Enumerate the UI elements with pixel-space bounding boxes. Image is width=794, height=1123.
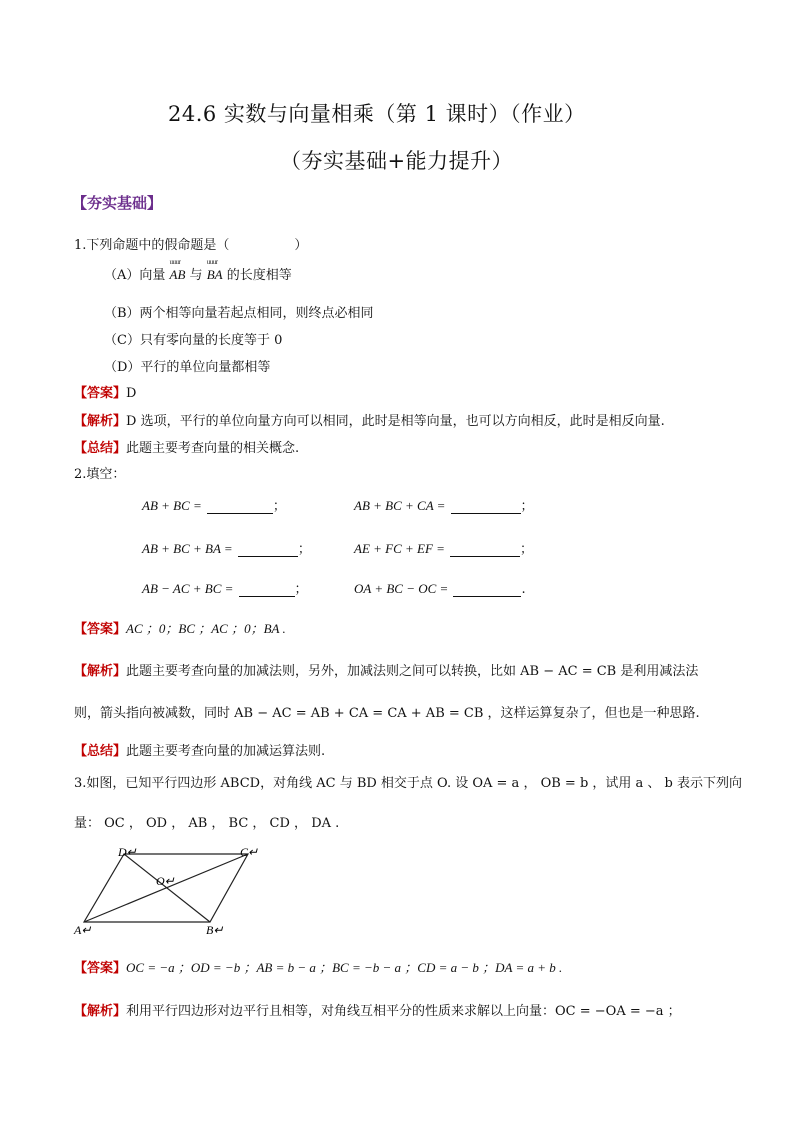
q3-stem-line2: 量： OC ， OD ， AB ， BC ， CD ， DA . [74, 816, 340, 831]
q1-option-b: （B）两个相等向量若起点相同，则终点必相同 [104, 306, 374, 321]
answer-label: 【答案】 [74, 386, 127, 401]
diagonal-bd [124, 854, 210, 922]
q3-stem-line1: 3.如图，已知平行四边形 ABCD，对角线 AC 与 BD 相交于点 O. 设 OA = a ， OB = b ，试用 a 、 b 表示下列向 [74, 776, 742, 791]
vector-ab: uuur AB [170, 267, 186, 283]
answer-label: 【答案】 [74, 622, 127, 637]
page-subtitle: （夯实基础+能力提升） [280, 149, 514, 173]
q1-answer: 【答案】D [74, 386, 137, 401]
q1-summary: 【总结】此题主要考查向量的相关概念. [74, 441, 300, 456]
q2-row2-right: AE + FC + EF = ； [354, 541, 534, 557]
answer-blank[interactable] [453, 584, 521, 597]
parallelogram-figure [70, 842, 270, 938]
q2-row3-right: OA + BC − OC = . [354, 581, 526, 597]
label-b: B↵ [206, 923, 224, 937]
q1-option-a: （A）向量 uuur AB 与 uuur BA 的长度相等 [104, 264, 292, 283]
q2-row2-left: AB + BC + BA = ； [142, 541, 311, 557]
q2-analysis-line1: 【解析】此题主要考查向量的加减法则，另外，加减法则之间可以转换，比如 AB − AC = CB 是利用减法法 [74, 664, 699, 679]
label-a: A↵ [74, 923, 92, 937]
answer-blank[interactable] [450, 544, 520, 557]
label-o: O↵ [156, 874, 175, 888]
q2-row3-left: AB − AC + BC = ； [142, 581, 308, 597]
answer-blank[interactable] [207, 501, 273, 514]
section-basic-header: 【夯实基础】 [72, 194, 163, 212]
q2-analysis-line2: 则，箭头指向被减数，同时 AB − AC = AB + CA = CA + AB = CB ，这样运算复杂了，但也是一种思路. [74, 706, 700, 721]
answer-blank[interactable] [238, 544, 298, 557]
q3-analysis: 【解析】利用平行四边形对边平行且相等，对角线互相平分的性质来求解以上向量：OC = −OA = −a ； [74, 1004, 681, 1019]
analysis-label: 【解析】 [74, 414, 127, 429]
q3-answer: 【答案】OC = −a ；OD = −b ；AB = b − a ；BC = −b − a ；CD = a − b ；DA = a + b . [74, 960, 563, 976]
label-d: D↵ [118, 845, 137, 859]
diagonal-ac [84, 854, 248, 922]
q2-row1-left: AB + BC = ； [142, 498, 286, 514]
summary-label: 【总结】 [74, 744, 127, 759]
label-c: C↵ [240, 845, 259, 859]
q2-row1-right: AB + BC + CA = ； [354, 498, 534, 514]
answer-blank[interactable] [239, 584, 295, 597]
q2-answer: 【答案】AC ；0；BC ；AC ；0；BA . [74, 621, 286, 637]
page-title: 24.6 实数与向量相乘（第 1 课时）（作业） [168, 102, 586, 126]
q1-analysis: 【解析】D 选项，平行的单位向量方向可以相同，此时是相等向量，也可以方向相反，此时是相反向量. [74, 414, 665, 429]
q1-option-d: （D）平行的单位向量都相等 [104, 360, 271, 375]
q2-stem: 2.填空： [74, 467, 126, 482]
vector-ba: uuur BA [207, 267, 223, 283]
answer-label: 【答案】 [74, 961, 127, 976]
analysis-label: 【解析】 [74, 1004, 127, 1019]
q1-stem: 1.下列命题中的假命题是（ ） [74, 238, 308, 253]
answer-blank[interactable] [451, 501, 521, 514]
analysis-label: 【解析】 [74, 664, 127, 679]
q2-summary: 【总结】此题主要考查向量的加减运算法则. [74, 744, 326, 759]
q1-option-c: （C）只有零向量的长度等于 0 [104, 333, 283, 348]
summary-label: 【总结】 [74, 441, 127, 456]
